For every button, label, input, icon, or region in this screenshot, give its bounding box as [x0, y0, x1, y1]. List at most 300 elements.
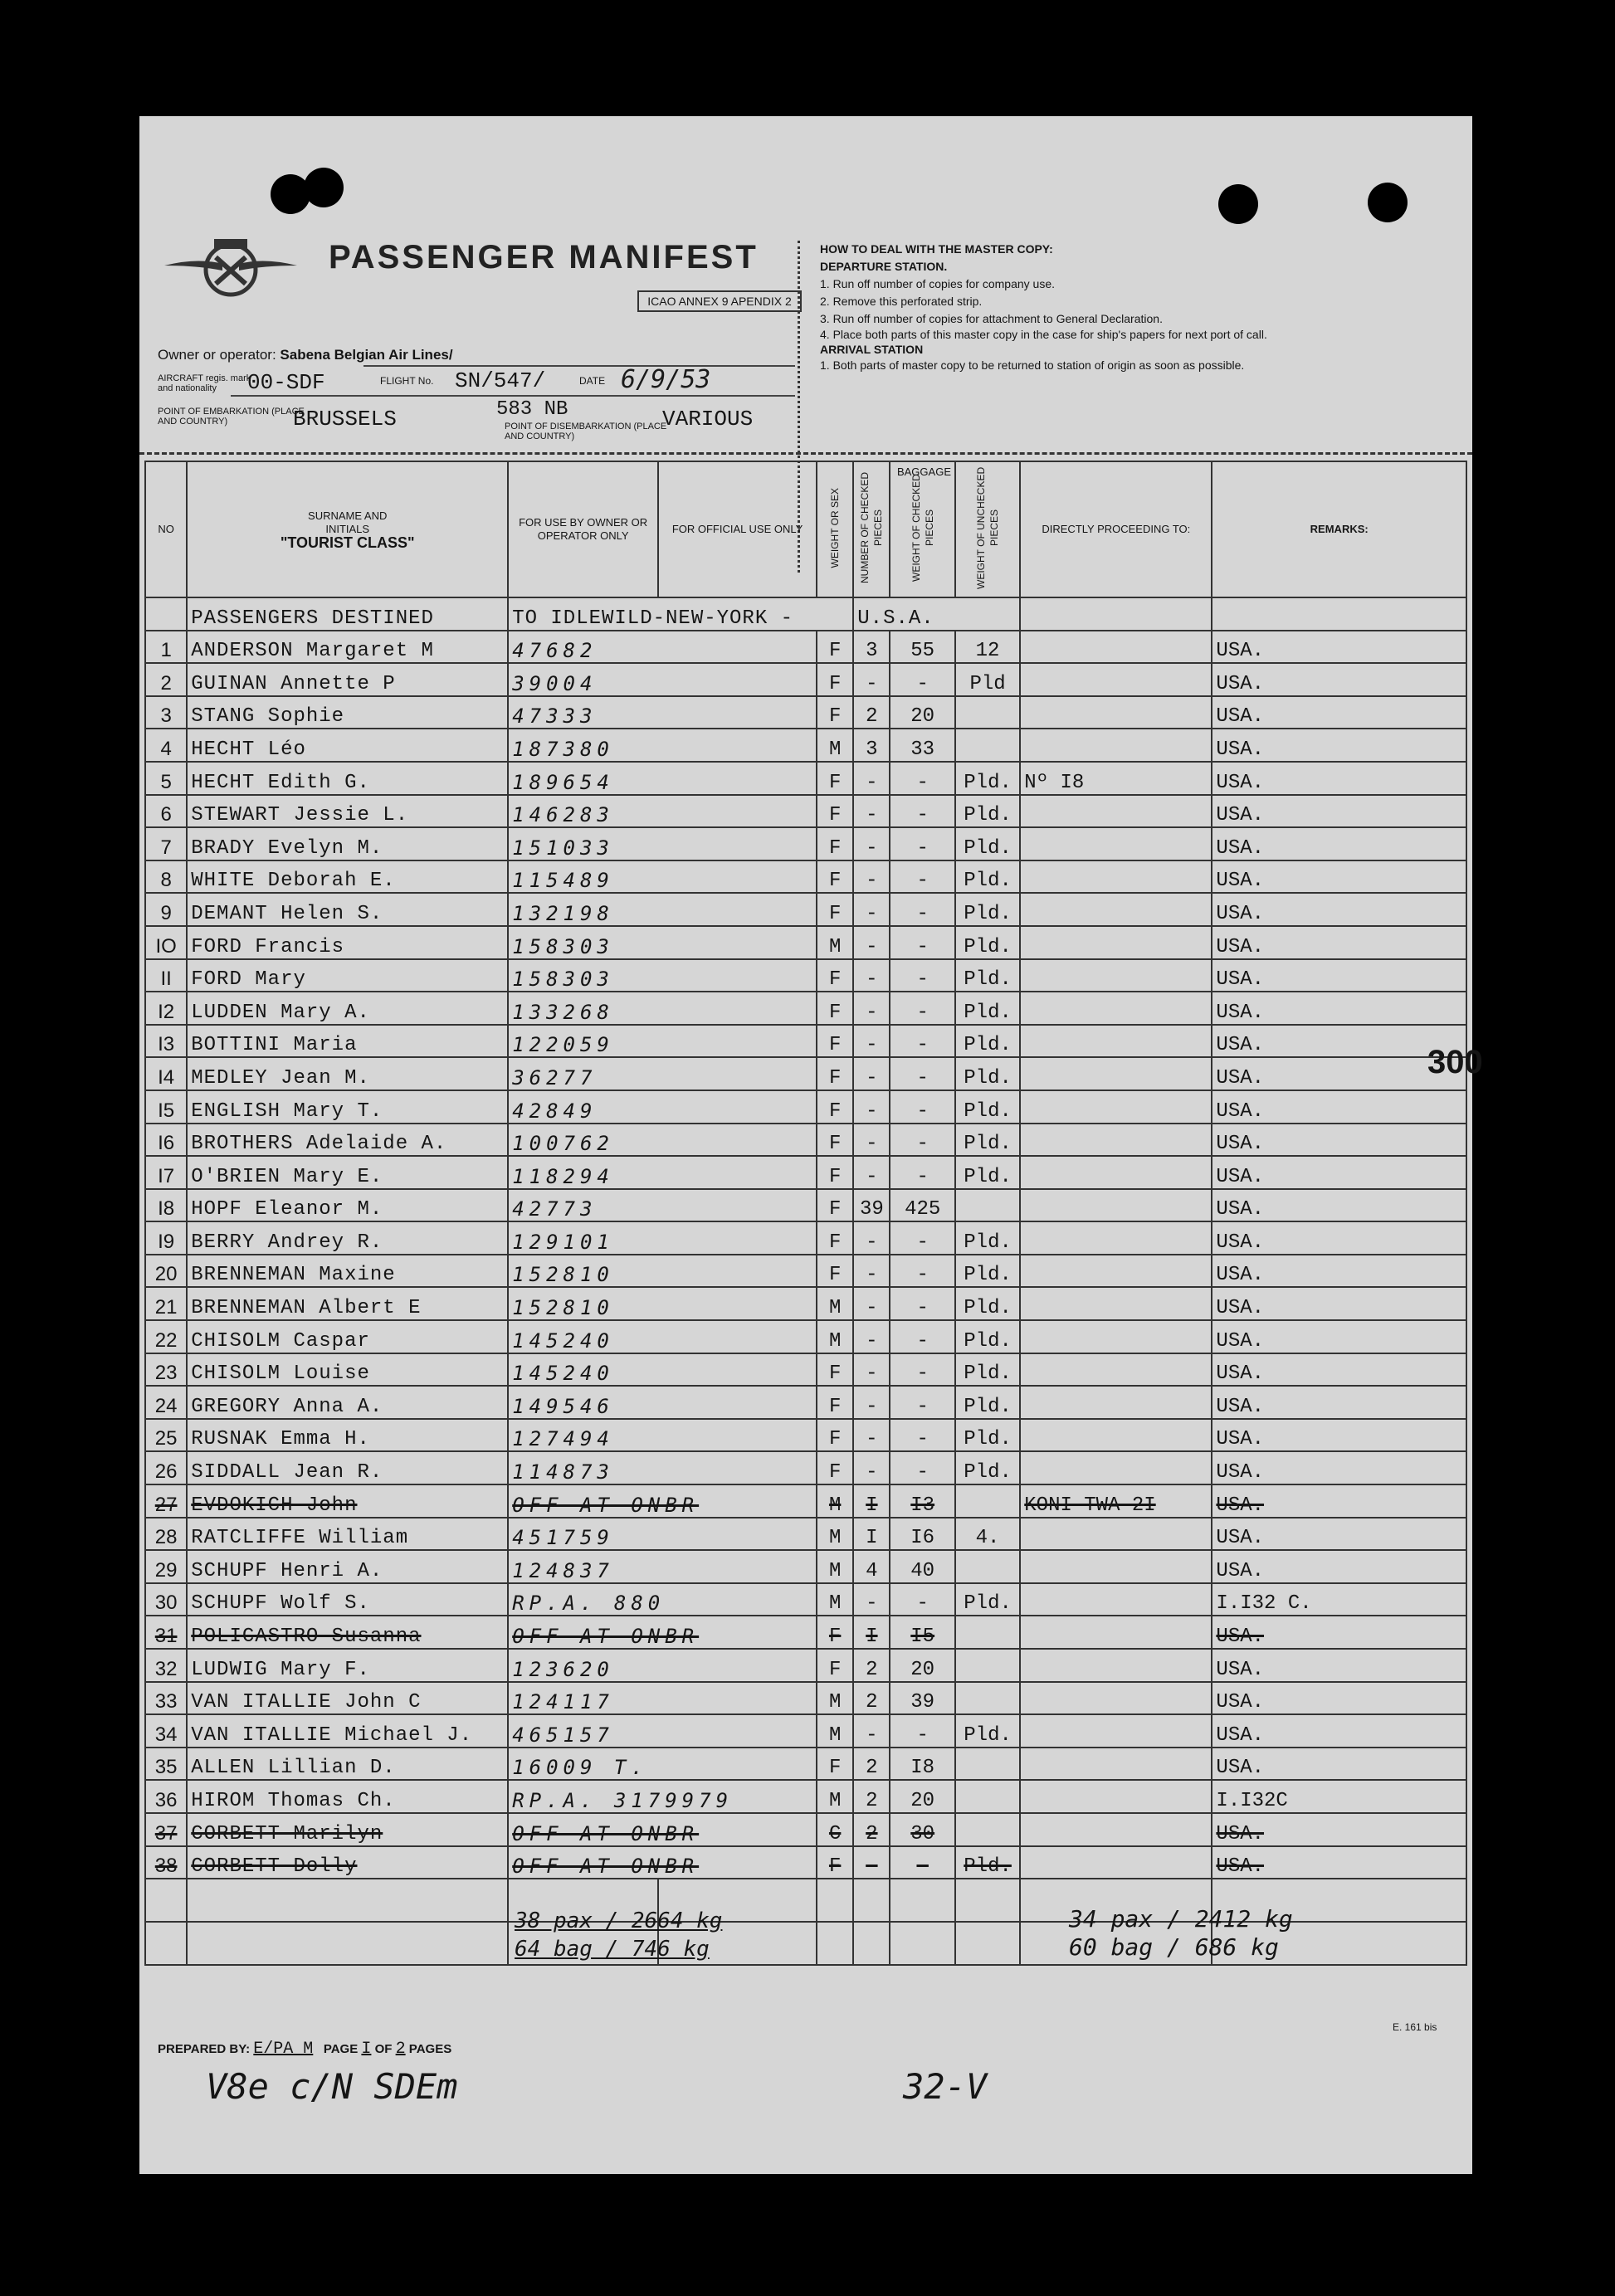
- cell-unchecked: Pld.: [955, 1386, 1020, 1419]
- cell-sex: F: [817, 992, 853, 1025]
- cell-remarks: USA.: [1212, 1682, 1466, 1715]
- table-row: [145, 631, 1466, 664]
- cell-no: 1: [145, 631, 187, 664]
- cell-remarks: USA.: [1212, 1813, 1466, 1846]
- date-label: DATE: [579, 375, 606, 387]
- totals-right-line2: 60 bag / 686 kg: [1069, 1933, 1279, 1961]
- cell-blank: [187, 1879, 508, 1922]
- cell-dest: [1020, 959, 1212, 992]
- cell-weight: -: [890, 992, 954, 1025]
- cell-owner-number: 124117: [508, 1682, 817, 1715]
- cell-sex: F: [817, 1090, 853, 1124]
- cell-remarks: USA.: [1212, 1255, 1466, 1288]
- cell-pieces: 3: [853, 729, 890, 762]
- flight-label: FLIGHT No.: [380, 375, 434, 387]
- aircraft-label: AIRCRAFT regis. mark and nationality: [158, 373, 251, 393]
- cell-blank: [955, 1879, 1020, 1922]
- prepared-value: E/PA M: [253, 2040, 314, 2059]
- cell-dest: [1020, 663, 1212, 696]
- cell-name: CORBETT Dolly: [187, 1846, 508, 1879]
- cell-weight: I3: [890, 1484, 954, 1518]
- cell-unchecked: Pld.: [955, 1451, 1020, 1484]
- table-row: [145, 1518, 1466, 1551]
- cell-sex: C: [817, 1813, 853, 1846]
- cell-sex: F: [817, 1616, 853, 1649]
- embark-label: POINT OF EMBARKATION (PLACE AND COUNTRY): [158, 407, 305, 427]
- cell-remarks: USA.: [1212, 663, 1466, 696]
- table-row: [145, 1583, 1466, 1616]
- cell-name: BRENNEMAN Maxine: [187, 1255, 508, 1288]
- cell-sex: F: [817, 1255, 853, 1288]
- cell-dest: [1020, 1616, 1212, 1649]
- cell-pieces: 2: [853, 1748, 890, 1781]
- cell-name: DEMANT Helen S.: [187, 893, 508, 926]
- punch-hole: [1368, 183, 1408, 222]
- cell-dest: [1020, 1353, 1212, 1387]
- cell-sex: M: [817, 1287, 853, 1320]
- cell-sex: F: [817, 1386, 853, 1419]
- cell-dest: [1020, 631, 1212, 664]
- cell-blank: [890, 1922, 954, 1965]
- cell-sex: F: [817, 1846, 853, 1879]
- cell-weight: 30: [890, 1813, 954, 1846]
- cell-remarks: USA.: [1212, 1353, 1466, 1387]
- cell-unchecked: [955, 1780, 1020, 1813]
- cell-unchecked: Pld.: [955, 959, 1020, 992]
- totals-right: [1069, 1905, 1293, 1962]
- page-label: PAGE: [323, 2042, 359, 2056]
- cell-owner-number: 47682: [508, 631, 817, 664]
- cell-owner-number: RP.A. 880: [508, 1583, 817, 1616]
- cell-owner-number: 42849: [508, 1090, 817, 1124]
- col-weight-checked-label: WEIGHT OF CHECKED PIECES: [910, 474, 935, 582]
- cell-blank: [853, 1922, 890, 1965]
- col-surname-label: SURNAME AND INITIALS: [308, 509, 388, 535]
- totals-left-line2: 64 bag / 746 kg: [515, 1937, 710, 1962]
- cell-no: 5: [145, 762, 187, 795]
- cell-no: 3: [145, 696, 187, 729]
- totals-left-line1: 38 pax / 2664 kg: [515, 1908, 723, 1933]
- table-row: [145, 1353, 1466, 1387]
- cell-unchecked: Pld.: [955, 1714, 1020, 1748]
- cell-pieces: I: [853, 1518, 890, 1551]
- table-row: [145, 1255, 1466, 1288]
- cell-unchecked: [955, 1748, 1020, 1781]
- cell-dest: [1020, 1682, 1212, 1715]
- cell-blank: [853, 1879, 890, 1922]
- table-row: [145, 827, 1466, 860]
- cell-owner-number: OFF AT ONBR: [508, 1484, 817, 1518]
- cell-name: WHITE Deborah E.: [187, 860, 508, 894]
- cell-remarks: USA.: [1212, 1124, 1466, 1157]
- cell-sex: F: [817, 1025, 853, 1058]
- cell-no: 30: [145, 1583, 187, 1616]
- totals-right-line1: 34 pax / 2412 kg: [1069, 1905, 1293, 1933]
- cell-weight: -: [890, 1255, 954, 1288]
- cell-name: GREGORY Anna A.: [187, 1386, 508, 1419]
- instruction-line: 2. Remove this perforated strip.: [820, 295, 983, 308]
- cell-name: FORD Mary: [187, 959, 508, 992]
- cell-dest: [1020, 1583, 1212, 1616]
- of-label: OF: [374, 2042, 393, 2056]
- cell-owner-number: 127494: [508, 1419, 817, 1452]
- cell-weight: -: [890, 1057, 954, 1090]
- destination-row: [145, 597, 1466, 631]
- cell-remarks: USA.: [1212, 860, 1466, 894]
- cell-no: 23: [145, 1353, 187, 1387]
- manifest-table: [144, 461, 1467, 1966]
- cell-pieces: -: [853, 1386, 890, 1419]
- cell-no: 36: [145, 1780, 187, 1813]
- cell-unchecked: Pld.: [955, 1090, 1020, 1124]
- cell-pieces: 4: [853, 1550, 890, 1583]
- cell-remarks: USA.: [1212, 1714, 1466, 1748]
- cell-owner-number: 114873: [508, 1451, 817, 1484]
- cell-blank: [817, 1879, 853, 1922]
- cell-remarks: USA.: [1212, 1057, 1466, 1090]
- cell-unchecked: Pld.: [955, 1353, 1020, 1387]
- cell-no: II: [145, 959, 187, 992]
- cell-owner-number: 16009 T.: [508, 1748, 817, 1781]
- cell-weight: -: [890, 1124, 954, 1157]
- cell-remarks: USA.: [1212, 1451, 1466, 1484]
- cell-no: I4: [145, 1057, 187, 1090]
- cell-owner-number: 115489: [508, 860, 817, 894]
- cell-blank: [187, 1922, 508, 1965]
- cell-name: O'BRIEN Mary E.: [187, 1156, 508, 1189]
- col-class-label: "TOURIST CLASS": [280, 534, 415, 551]
- cell-dest: [1020, 1748, 1212, 1781]
- cell-dest: [1020, 1419, 1212, 1452]
- cell-unchecked: [955, 1813, 1020, 1846]
- destination-left: PASSENGERS DESTINED: [187, 597, 508, 631]
- cell-pieces: -: [853, 926, 890, 959]
- cell-no: 31: [145, 1616, 187, 1649]
- cell-weight: -: [890, 1025, 954, 1058]
- cell-owner-number: 42773: [508, 1189, 817, 1222]
- cell-owner-number: 145240: [508, 1353, 817, 1387]
- prepared-label: PREPARED BY:: [158, 2042, 251, 2056]
- cell-unchecked: Pld.: [955, 860, 1020, 894]
- table-row: [145, 992, 1466, 1025]
- cell-sex: M: [817, 1320, 853, 1353]
- cell-name: SCHUPF Henri A.: [187, 1550, 508, 1583]
- table-row: [145, 762, 1466, 795]
- cell-name: GUINAN Annette P: [187, 663, 508, 696]
- col-weight-unchecked-label: WEIGHT OF UNCHECKED PIECES: [975, 466, 1001, 589]
- table-row: [145, 1320, 1466, 1353]
- cell-owner-number: 187380: [508, 729, 817, 762]
- cell-weight: -: [890, 795, 954, 828]
- cell-pieces: -: [853, 1419, 890, 1452]
- instructions-block: [820, 241, 1451, 372]
- cell-remarks: USA.: [1212, 959, 1466, 992]
- cell-sex: F: [817, 1221, 853, 1255]
- cell-weight: -: [890, 663, 954, 696]
- cell-remarks: USA.: [1212, 762, 1466, 795]
- flight-extra: 583 NB: [496, 398, 568, 421]
- cell-weight: -: [890, 1451, 954, 1484]
- cell-no: I3: [145, 1025, 187, 1058]
- cell-sex: M: [817, 1682, 853, 1715]
- cell-no: I9: [145, 1221, 187, 1255]
- cell-remarks: USA.: [1212, 926, 1466, 959]
- form-code: E. 161 bis: [1393, 2021, 1437, 2033]
- cell-unchecked: [955, 1682, 1020, 1715]
- table-row: [145, 1846, 1466, 1879]
- cell-sex: F: [817, 1748, 853, 1781]
- table-row: [145, 1451, 1466, 1484]
- cell-blank: [955, 1922, 1020, 1965]
- cell-unchecked: Pld.: [955, 1124, 1020, 1157]
- cell-dest: [1020, 1287, 1212, 1320]
- table-row: [145, 1025, 1466, 1058]
- cell-name: ANDERSON Margaret M: [187, 631, 508, 664]
- cell-weight: 425: [890, 1189, 954, 1222]
- cell-name: HOPF Eleanor M.: [187, 1189, 508, 1222]
- cell-owner-number: 129101: [508, 1221, 817, 1255]
- cell-unchecked: Pld.: [955, 893, 1020, 926]
- cell-pieces: -: [853, 860, 890, 894]
- cell-dest: [1020, 1518, 1212, 1551]
- cell-name: HECHT Léo: [187, 729, 508, 762]
- cell-remarks: USA.: [1212, 1846, 1466, 1879]
- cell-blank: [145, 1879, 187, 1922]
- table-header-row: [145, 461, 1466, 597]
- table-row: [145, 926, 1466, 959]
- cell-name: CORBETT Marilyn: [187, 1813, 508, 1846]
- cell-owner-number: 123620: [508, 1649, 817, 1682]
- cell-weight: -: [890, 1419, 954, 1452]
- cell-no: 6: [145, 795, 187, 828]
- cell-unchecked: [955, 1484, 1020, 1518]
- cell-dest: [1020, 696, 1212, 729]
- cell-sex: M: [817, 1550, 853, 1583]
- instruction-line: 3. Run off number of copies for attachment to General Declaration.: [820, 312, 1163, 325]
- cell-no: 2: [145, 663, 187, 696]
- cell-dest: [1020, 1189, 1212, 1222]
- cell-remarks: USA.: [1212, 1616, 1466, 1649]
- cell-weight: -: [890, 827, 954, 860]
- cell-remarks: USA.: [1212, 1221, 1466, 1255]
- cell-dest: [1020, 1714, 1212, 1748]
- cell-weight: -: [890, 1846, 954, 1879]
- table-row: [145, 696, 1466, 729]
- cell-no: 33: [145, 1682, 187, 1715]
- cell-pieces: -: [853, 1025, 890, 1058]
- cell-no: I2: [145, 992, 187, 1025]
- prepared-by: [158, 2040, 451, 2059]
- col-baggage-pieces: [853, 461, 890, 597]
- table-row: [145, 860, 1466, 894]
- cell-dest: [1020, 860, 1212, 894]
- of-value: 2: [395, 2040, 406, 2059]
- col-no: NO: [145, 461, 187, 597]
- cell-sex: F: [817, 893, 853, 926]
- cell-sex: F: [817, 860, 853, 894]
- cell-dest: [1020, 1451, 1212, 1484]
- cell-owner-number: 124837: [508, 1550, 817, 1583]
- cell-pieces: -: [853, 1255, 890, 1288]
- cell-unchecked: Pld.: [955, 1419, 1020, 1452]
- cell-dest: [1020, 1221, 1212, 1255]
- punch-hole: [1218, 184, 1258, 224]
- cell-no: 7: [145, 827, 187, 860]
- aircraft-value: 00-SDF: [247, 370, 325, 395]
- cell-weight: -: [890, 1714, 954, 1748]
- cell-remarks: USA.: [1212, 795, 1466, 828]
- col-sex-label: WEIGHT OR SEX: [829, 487, 842, 568]
- cell-no: 27: [145, 1484, 187, 1518]
- cell-pieces: -: [853, 762, 890, 795]
- cell-pieces: 2: [853, 1813, 890, 1846]
- cell-remarks: [1212, 597, 1466, 631]
- cell-unchecked: [955, 729, 1020, 762]
- remark-300: 300: [1427, 1044, 1483, 1080]
- cell-owner-number: 189654: [508, 762, 817, 795]
- cell-unchecked: Pld.: [955, 992, 1020, 1025]
- instruction-line: 4. Place both parts of this master copy in the case for ship's papers for next port of call.: [820, 328, 1267, 341]
- cell-unchecked: [955, 696, 1020, 729]
- cell-dest: [1020, 1156, 1212, 1189]
- cell-name: LUDWIG Mary F.: [187, 1649, 508, 1682]
- cell-no: 9: [145, 893, 187, 926]
- col-official-use: FOR OFFICIAL USE ONLY: [658, 461, 817, 597]
- cell-sex: M: [817, 729, 853, 762]
- cell-pieces: -: [853, 795, 890, 828]
- disembark-value: VARIOUS: [662, 407, 754, 431]
- cell-pieces: -: [853, 1156, 890, 1189]
- table-row: [145, 663, 1466, 696]
- pages-label: PAGES: [408, 2042, 452, 2056]
- cell-unchecked: [955, 1189, 1020, 1222]
- cell-unchecked: Pld.: [955, 795, 1020, 828]
- cell-pieces: 2: [853, 696, 890, 729]
- totals-left: [515, 1907, 722, 1963]
- cell-owner-number: 158303: [508, 959, 817, 992]
- cell-sex: F: [817, 762, 853, 795]
- cell-name: BRADY Evelyn M.: [187, 827, 508, 860]
- cell-owner-number: 158303: [508, 926, 817, 959]
- cell-name: CHISOLM Caspar: [187, 1320, 508, 1353]
- table-row: [145, 893, 1466, 926]
- page-value: I: [361, 2040, 372, 2059]
- disembark-label: POINT OF DISEMBARKATION (PLACE AND COUNTRY): [505, 422, 667, 441]
- cell-remarks: USA.: [1212, 696, 1466, 729]
- cell-sex: F: [817, 1353, 853, 1387]
- col-remarks: REMARKS:: [1212, 461, 1466, 597]
- cell-pieces: -: [853, 1846, 890, 1879]
- cell-unchecked: Pld.: [955, 827, 1020, 860]
- cell-remarks: USA.: [1212, 1189, 1466, 1222]
- col-baggage-weight: [890, 461, 954, 597]
- cell-dest: [1020, 1090, 1212, 1124]
- cell-pieces: -: [853, 663, 890, 696]
- cell-pieces: -: [853, 1090, 890, 1124]
- cell-unchecked: [955, 1616, 1020, 1649]
- cell-name: SCHUPF Wolf S.: [187, 1583, 508, 1616]
- cell-weight: -: [890, 860, 954, 894]
- cell-pieces: 2: [853, 1649, 890, 1682]
- cell-weight: -: [890, 1320, 954, 1353]
- cell-dest: [1020, 1780, 1212, 1813]
- cell-unchecked: 12: [955, 631, 1020, 664]
- cell-pieces: -: [853, 1353, 890, 1387]
- table-row: [145, 959, 1466, 992]
- cell-dest: [1020, 893, 1212, 926]
- table-row: [145, 1813, 1466, 1846]
- cell-remarks: USA.: [1212, 631, 1466, 664]
- table-row: [145, 1714, 1466, 1748]
- cell-no: 4: [145, 729, 187, 762]
- cell-sex: F: [817, 1156, 853, 1189]
- cell-dest: [1020, 1846, 1212, 1879]
- cell-sex: F: [817, 827, 853, 860]
- cell-no: I8: [145, 1189, 187, 1222]
- cell-name: MEDLEY Jean M.: [187, 1057, 508, 1090]
- table-row: [145, 729, 1466, 762]
- cell-name: ALLEN Lillian D.: [187, 1748, 508, 1781]
- cell-sex: M: [817, 1484, 853, 1518]
- cell-name: HECHT Edith G.: [187, 762, 508, 795]
- cell-weight: -: [890, 1221, 954, 1255]
- cell-name: LUDDEN Mary A.: [187, 992, 508, 1025]
- cell-remarks: USA.: [1212, 1287, 1466, 1320]
- cell-dest: [1020, 729, 1212, 762]
- table-row: [145, 1057, 1466, 1090]
- cell-sex: F: [817, 696, 853, 729]
- cell-unchecked: Pld.: [955, 1025, 1020, 1058]
- cell-no: 24: [145, 1386, 187, 1419]
- aircraft-underline: [231, 395, 795, 397]
- handwritten-note: 32-V: [903, 2066, 988, 2107]
- cell-weight: -: [890, 893, 954, 926]
- cell-dest: [1020, 992, 1212, 1025]
- manifest-title: PASSENGER MANIFEST: [329, 239, 759, 275]
- cell-no: 20: [145, 1255, 187, 1288]
- cell-weight: I6: [890, 1518, 954, 1551]
- cell-owner-number: 151033: [508, 827, 817, 860]
- cell-no: 29: [145, 1550, 187, 1583]
- cell-weight: I8: [890, 1748, 954, 1781]
- cell-pieces: -: [853, 1221, 890, 1255]
- cell-name: FORD Francis: [187, 926, 508, 959]
- cell-pieces: -: [853, 1057, 890, 1090]
- cell-weight: -: [890, 1386, 954, 1419]
- cell-weight: 40: [890, 1550, 954, 1583]
- cell-weight: -: [890, 926, 954, 959]
- cell-remarks: USA.: [1212, 1748, 1466, 1781]
- cell-remarks: USA.: [1212, 1550, 1466, 1583]
- cell-weight: -: [890, 1090, 954, 1124]
- instruction-line: 1. Both parts of master copy to be returned to station of origin as soon as possible.: [820, 358, 1245, 372]
- cell-owner-number: 465157: [508, 1714, 817, 1748]
- cell-sex: F: [817, 959, 853, 992]
- owner-row: [158, 347, 453, 363]
- cell-pieces: -: [853, 893, 890, 926]
- cell-owner-number: RP.A. 3179979: [508, 1780, 817, 1813]
- table-row: [145, 1124, 1466, 1157]
- col-baggage-unchecked: [955, 461, 1020, 597]
- cell-no: 38: [145, 1846, 187, 1879]
- cell-no: 26: [145, 1451, 187, 1484]
- cell-unchecked: [955, 1649, 1020, 1682]
- cell-weight: 20: [890, 1780, 954, 1813]
- cell-remarks: USA.: [1212, 827, 1466, 860]
- perforation-row: [139, 452, 1472, 455]
- cell-sex: M: [817, 926, 853, 959]
- cell-blank: [890, 1879, 954, 1922]
